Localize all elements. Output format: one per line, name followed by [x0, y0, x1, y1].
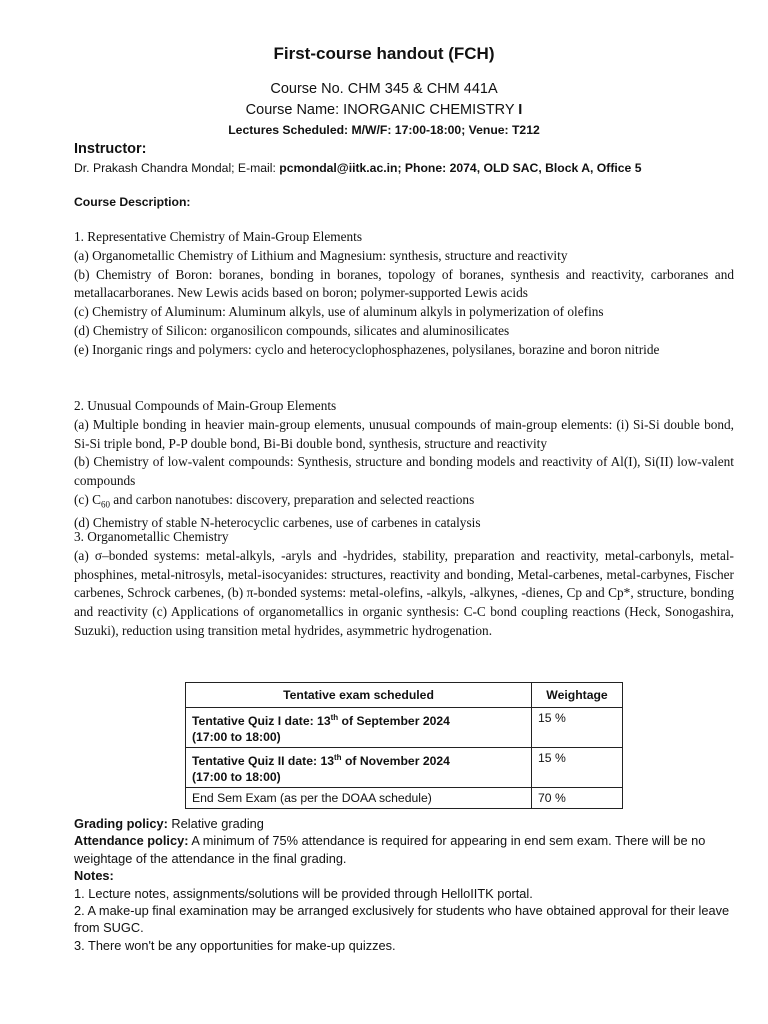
section-3 — [74, 528, 734, 641]
section-2-item-c-sub: 60 — [100, 499, 110, 510]
quiz1-date: Tentative Quiz I date: 13 — [192, 714, 331, 729]
notes-label: Notes: — [74, 868, 114, 884]
table-cell-weightage: 15 % — [532, 708, 623, 748]
note-item: 3. There won't be any opportunities for make-up quizzes. — [74, 937, 396, 953]
section-1-item-d: (d) Chemistry of Silicon: organosilicon compounds, silicates and aluminosilicates — [74, 322, 510, 338]
section-2 — [74, 397, 734, 533]
lectures-scheduled: Lectures Scheduled: M/W/F: 17:00-18:00; Venue: T212 — [228, 123, 540, 137]
section-2-heading: 2. Unusual Compounds of Main-Group Elements — [74, 398, 337, 413]
course-name-numeral: I — [518, 102, 523, 118]
section-1-heading: 1. Representative Chemistry of Main-Group Elements — [74, 229, 363, 244]
table-row — [186, 708, 623, 748]
section-2-item-a: (a) Multiple bonding in heavier main-group elements, unusual compounds of main-group elements: (i) Si-Si double bond, Si-Si triple bond, P-P double bond, Bi-Bi double bond, synthesis, structure and reactivity — [74, 416, 734, 451]
course-description-heading: Course Description: — [74, 195, 191, 209]
attendance-policy — [74, 832, 754, 867]
note-item: 2. A make-up final examination may be arranged exclusively for students who have obtained approval for their leave from SUGC. — [74, 903, 730, 936]
section-1 — [74, 228, 734, 360]
table-cell-weightage: 70 % — [532, 788, 623, 809]
section-3-heading: 3. Organometallic Chemistry — [74, 529, 229, 544]
table-header-weightage: Weightage — [532, 683, 623, 708]
attendance-policy-label: Attendance policy: — [74, 833, 189, 849]
quiz2-date-sup: th — [334, 753, 342, 763]
table-row — [186, 788, 623, 809]
notes-heading — [74, 867, 754, 884]
quiz2-date-rest: of November 2024 — [341, 754, 450, 769]
quiz1-time: (17:00 to 18:00) — [192, 730, 281, 745]
instructor-heading: Instructor: — [74, 141, 147, 157]
grading-policy-label: Grading policy: — [74, 816, 168, 831]
section-1-item-a: (a) Organometallic Chemistry of Lithium and Magnesium: synthesis, structure and reactivity — [74, 247, 568, 263]
course-name — [0, 102, 768, 118]
table-header-exam: Tentative exam scheduled — [186, 683, 532, 708]
exam-schedule-table — [185, 682, 623, 809]
table-cell-exam — [186, 708, 532, 748]
section-3-body: (a) σ–bonded systems: metal-alkyls, -aryls and -hydrides, stability, preparation and reactivity, metal-carbonyls, metal-phosphines, metal-nitrosyls, metal-isocyanides: structures, reactivity and bonding, Metal-carbenes, metal-carbynes, Fischer carbenes, Schrock carbenes, (b) π-bonded systems: metal-olefins, -alkyls, -alkynes, -dienes, Cp and Cp*, structure, bonding and reactivity (c) Applications of organometallics in organic synthesis: C-C bond coupling reactions (Heck, Sonogashira, Suzuki), reduction using transition metal hydrides, asymmetric hydrogenation. — [74, 547, 734, 638]
instructor-line — [74, 161, 642, 175]
section-2-item-b: (b) Chemistry of low-valent compounds: Synthesis, structure and bonding models and reactivity of Al(I), Si(II) low-valent compounds — [74, 454, 734, 489]
attendance-policy-text: A minimum of 75% attendance is required for appearing in end sem exam. There will be no weightage of the attendance in the final grading. — [74, 833, 706, 866]
grading-policy-text: Relative grading — [167, 816, 264, 831]
quiz2-time: (17:00 to 18:00) — [192, 770, 281, 785]
section-1-item-b: (b) Chemistry of Boron: boranes, bonding in boranes, topology of boranes, synthesis and reactivity, carboranes and metallacarboranes. New Lewis acids based on boron; polymer-supported Lewis acids — [74, 266, 734, 301]
quiz1-date-rest: of September 2024 — [338, 714, 450, 729]
section-1-item-c: (c) Chemistry of Aluminum: Aluminum alkyls, use of aluminum alkyls in polymerization of olefins — [74, 304, 604, 320]
section-2-item-d: (d) Chemistry of stable N-heterocyclic carbenes, use of carbenes in catalysis — [74, 515, 481, 531]
section-2-item-c-rest: and carbon nanotubes: discovery, preparation and selected reactions — [109, 491, 475, 507]
table-row — [186, 748, 623, 788]
section-2-item-c-prefix: (c) C — [74, 491, 101, 507]
note-item: 1. Lecture notes, assignments/solutions will be provided through HelloIITK portal. — [74, 885, 533, 901]
table-cell-exam: End Sem Exam (as per the DOAA schedule) — [186, 788, 532, 809]
course-number: Course No. CHM 345 & CHM 441A — [270, 81, 498, 97]
course-name-text: Course Name: INORGANIC CHEMISTRY — [245, 102, 519, 118]
quiz1-date-sup: th — [330, 713, 339, 722]
section-1-item-e: (e) Inorganic rings and polymers: cyclo and heterocyclophosphazenes, polysilanes, borazine and boron nitride — [74, 341, 660, 357]
table-header-row — [186, 683, 623, 708]
policies — [74, 815, 754, 954]
table-cell-exam — [186, 748, 532, 788]
instructor-contact: pcmondal@iitk.ac.in; Phone: 2074, OLD SAC, Block A, Office 5 — [279, 161, 642, 175]
table-cell-weightage: 15 % — [532, 748, 623, 788]
instructor-name: Dr. Prakash Chandra Mondal; E-mail: — [74, 161, 280, 175]
page-title: First-course handout (FCH) — [273, 44, 495, 63]
quiz2-date: Tentative Quiz II date: 13 — [192, 754, 334, 769]
grading-policy — [74, 815, 754, 832]
section-2-item-c — [74, 491, 734, 514]
